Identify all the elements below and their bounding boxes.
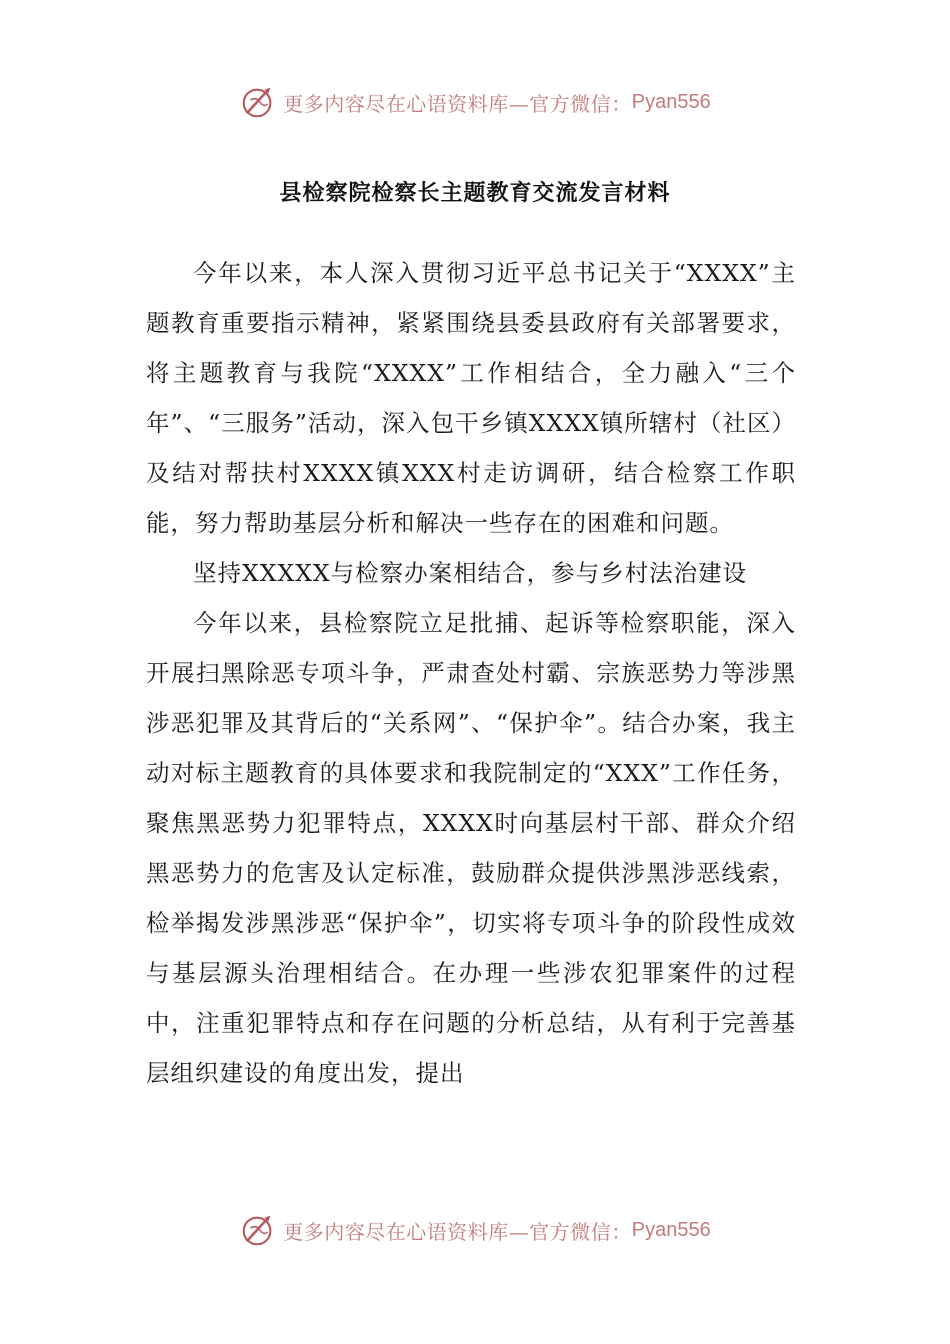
document-body xyxy=(146,248,796,1098)
body-paragraph: 今年以来，县检察院立足批捕、起诉等检察职能，深入开展扫黑除恶专项斗争，严肃查处村霸、宗族恶势力等涉黑涉恶犯罪及其背后的“关系网”、“保护伞”。结合办案，我主动对标主题教育的具体要求和我院制定的“XXX”工作任务，聚焦黑恶势力犯罪特点，XXXX时向基层村干部、群众介绍黑恶势力的危害及认定标准，鼓励群众提供涉黑涉恶线索，检举揭发涉黑涉恶“保护伞”，切实将专项斗争的阶段性成效与基层源头治理相结合。在办理一些涉农犯罪案件的过程中，注重犯罪特点和存在问题的分析总结，从有利于完善基层组织建设的角度出发，提出 xyxy=(146,609,796,1087)
body-paragraph: 今年以来，本人深入贯彻习近平总书记关于“XXXX”主题教育重要指示精神，紧紧围绕县委县政府有关部署要求，将主题教育与我院“XXXX”工作相结合，全力融入“三个年”、“三服务”活动，深入包干乡镇XXXX镇所辖村（社区）及结对帮扶村XXXX镇XXX村走访调研，结合检察工作职能，努力帮助基层分析和解决一些存在的困难和问题。 xyxy=(146,259,796,537)
watermark-banner-bottom xyxy=(0,1210,950,1250)
document-title: 县检察院检察长主题教育交流发言材料 xyxy=(279,180,671,206)
watermark-wechat-id: Pyan556 xyxy=(631,90,711,113)
section-heading: 坚持XXXXX与检察办案相结合，参与乡村法治建设 xyxy=(193,559,748,587)
watermark-text: 更多内容尽在心语资料库—官方微信： xyxy=(283,1219,632,1244)
watermark-banner-top xyxy=(0,82,950,122)
pen-circle-logo-icon xyxy=(239,1211,277,1249)
pen-circle-logo-icon xyxy=(239,83,277,121)
watermark-wechat-id: Pyan556 xyxy=(631,1218,711,1241)
watermark-text: 更多内容尽在心语资料库—官方微信： xyxy=(283,91,632,116)
